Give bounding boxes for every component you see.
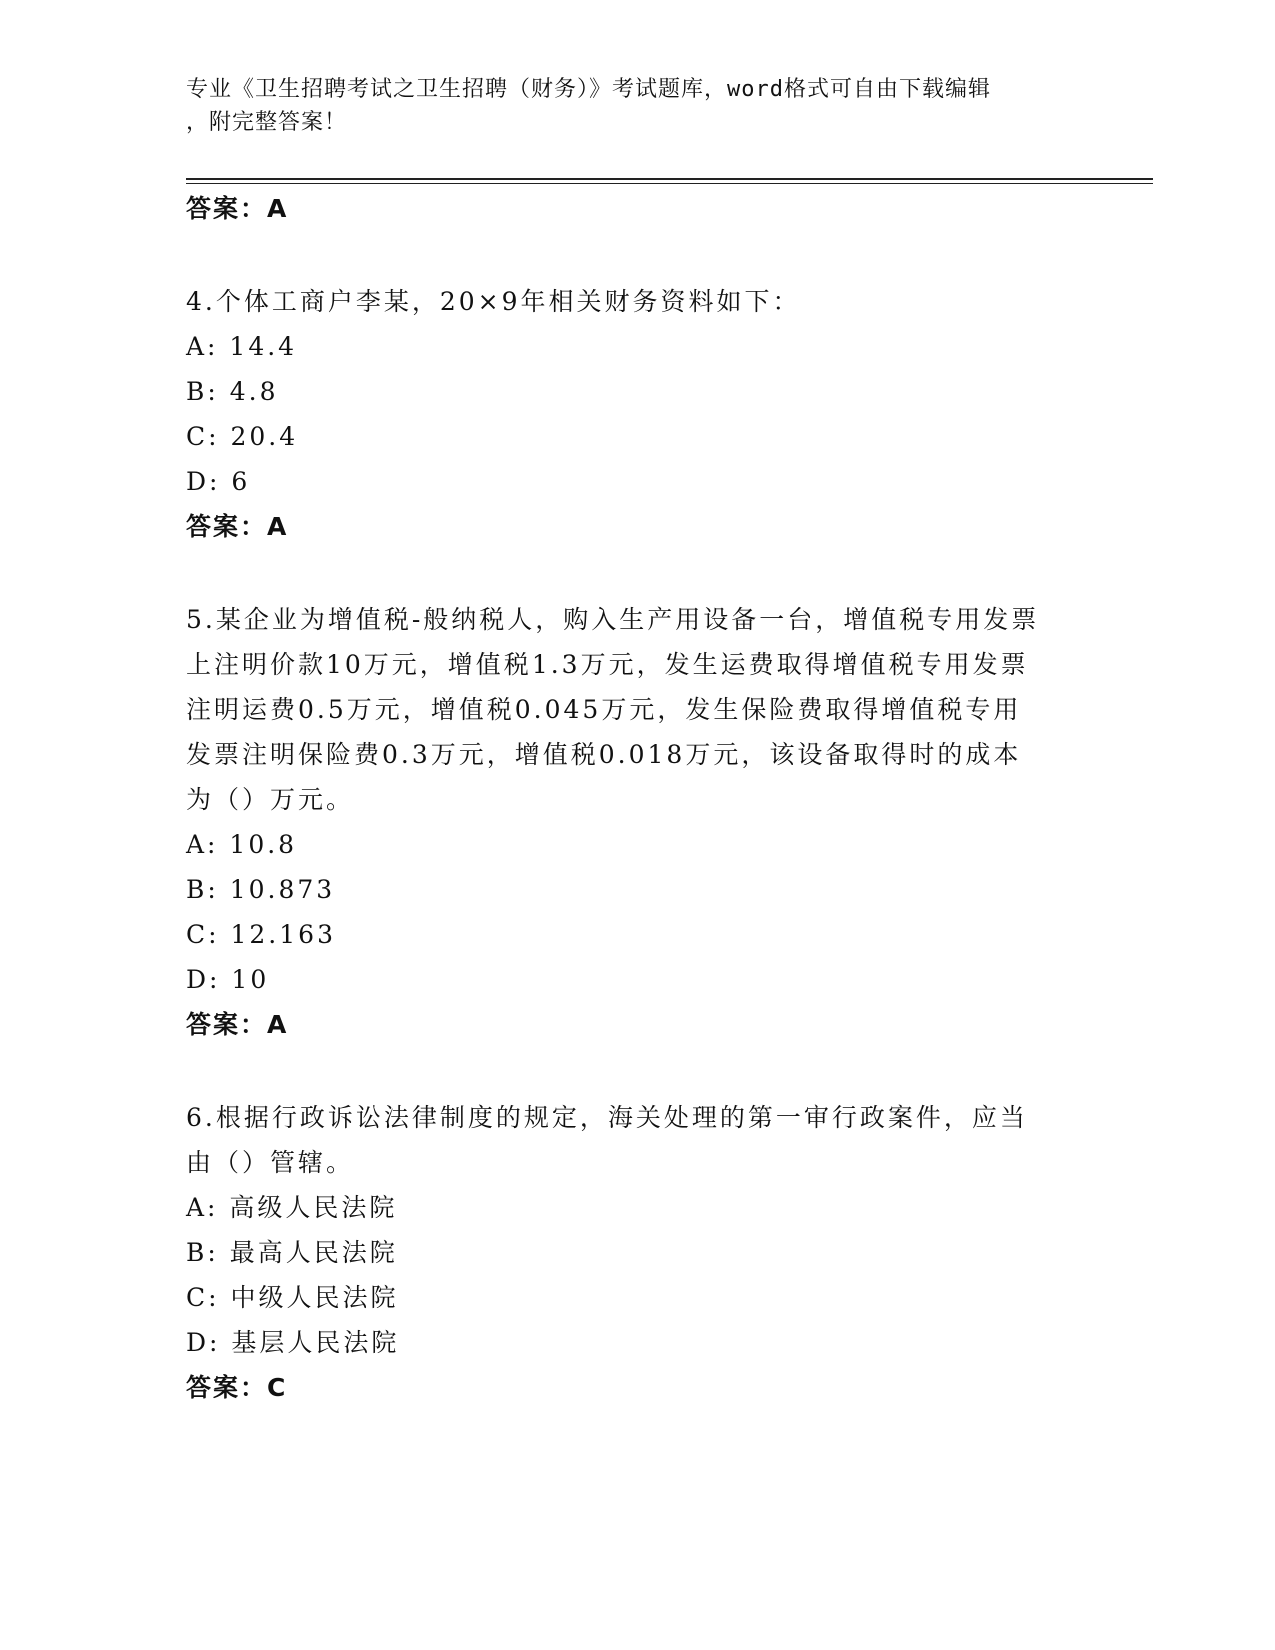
question-4-option-a: A: 14.4 — [186, 332, 298, 361]
header-line-2: ，附完整答案！ — [186, 110, 348, 135]
question-6-option-b: B: 最高人民法院 — [186, 1238, 398, 1267]
header-rule-thin — [186, 183, 1153, 184]
question-6-option-d: D: 基层人民法院 — [186, 1328, 400, 1357]
question-6-answer: 答案：C — [186, 1373, 288, 1402]
question-4-option-b: B: 4.8 — [186, 377, 279, 406]
question-4-text: 4.个体工商户李某，20×9年相关财务资料如下： — [186, 287, 801, 316]
question-4-answer: 答案：A — [186, 512, 289, 541]
question-5-text-line-2: 上注明价款10万元，增值税1.3万元，发生运费取得增值税专用发票 — [186, 650, 1029, 679]
question-5-option-d: D: 10 — [186, 965, 270, 994]
header-rule-thick — [186, 178, 1153, 180]
header-line-1: 专业《卫生招聘考试之卫生招聘（财务）》考试题库，word格式可自由下载编辑 — [186, 77, 991, 102]
question-5-option-a: A: 10.8 — [186, 830, 298, 859]
question-6-text-line-2: 由（）管辖。 — [186, 1148, 355, 1177]
question-4-option-c: C: 20.4 — [186, 422, 299, 451]
question-5-text-line-4: 发票注明保险费0.3万元，增值税0.018万元，该设备取得时的成本 — [186, 740, 1022, 769]
question-6-option-c: C: 中级人民法院 — [186, 1283, 399, 1312]
question-6-text-line-1: 6.根据行政诉讼法律制度的规定，海关处理的第一审行政案件，应当 — [186, 1103, 1028, 1132]
question-5-text-line-5: 为（）万元。 — [186, 785, 355, 814]
question-5-option-b: B: 10.873 — [186, 875, 336, 904]
question-5-option-c: C: 12.163 — [186, 920, 336, 949]
document-header — [186, 73, 1086, 139]
question-6-option-a: A: 高级人民法院 — [186, 1193, 398, 1222]
question-4-option-d: D: 6 — [186, 467, 251, 496]
question-5-text-line-1: 5.某企业为增值税-般纳税人，购入生产用设备一台，增值税专用发票 — [186, 605, 1040, 634]
previous-answer: 答案：A — [186, 194, 289, 223]
question-5-answer: 答案：A — [186, 1010, 289, 1039]
question-5-text-line-3: 注明运费0.5万元，增值税0.045万元，发生保险费取得增值税专用 — [186, 695, 1022, 724]
